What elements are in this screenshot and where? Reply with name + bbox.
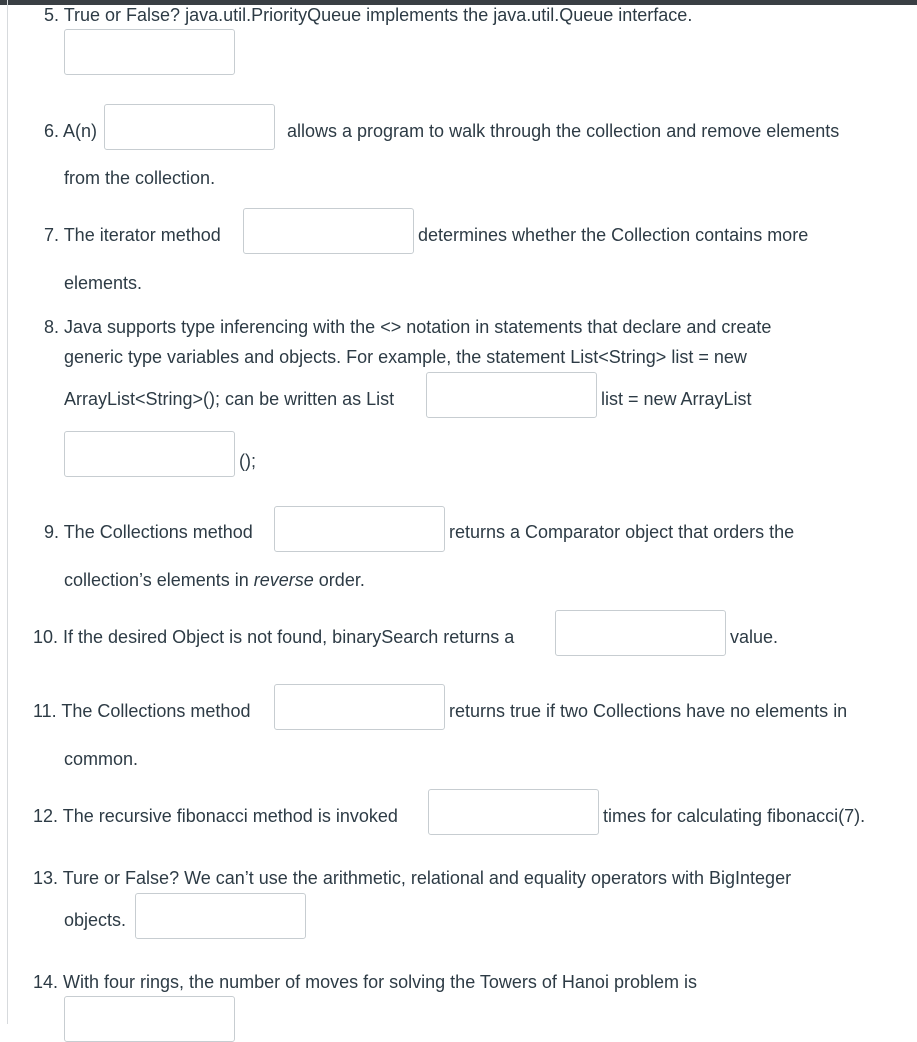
question-8-line1: 8. Java supports type inferencing with the <> notation in statements that declare and create	[44, 317, 772, 337]
left-border	[7, 0, 8, 1024]
question-8-line2: generic type variables and objects. For example, the statement List<String> list = new	[64, 347, 747, 367]
question-6-wrap: from the collection.	[64, 168, 216, 188]
question-10-continuation: value.	[730, 627, 779, 647]
answer-box-q5[interactable]	[64, 29, 235, 75]
question-11-wrap: common.	[64, 749, 139, 769]
question-8-tail: ();	[239, 451, 256, 471]
answer-box-q8-diamond[interactable]	[64, 431, 235, 477]
question-8-continuation: list = new ArrayList	[601, 389, 752, 409]
question-9-wrap	[64, 569, 365, 591]
question-12-text: 12. The recursive fibonacci method is invoked	[33, 806, 398, 826]
question-6-text: 6. A(n)	[44, 121, 98, 141]
answer-box-q12[interactable]	[428, 789, 599, 835]
answer-box-q14[interactable]	[64, 996, 235, 1042]
question-6-continuation: allows a program to walk through the collection and remove elements	[287, 121, 840, 141]
question-5-text: 5. True or False? java.util.PriorityQueue implements the java.util.Queue interface.	[44, 5, 693, 25]
answer-box-q11[interactable]	[274, 684, 445, 730]
question-9-continuation: returns a Comparator object that orders the	[449, 522, 795, 542]
question-11-continuation: returns true if two Collections have no elements in	[449, 701, 848, 721]
question-13-line1: 13. Ture or False? We can’t use the arithmetic, relational and equality operators with BigInteger	[33, 868, 792, 888]
emphasis-reverse: reverse	[253, 570, 314, 590]
question-12-continuation: times for calculating fibonacci(7).	[603, 806, 866, 826]
question-14-text: 14. With four rings, the number of moves for solving the Towers of Hanoi problem is	[33, 972, 697, 992]
question-11-text: 11. The Collections method	[33, 701, 251, 721]
answer-box-q13[interactable]	[135, 893, 306, 939]
answer-box-q8-type[interactable]	[426, 372, 597, 418]
question-9-wrap-end: order.	[313, 570, 365, 590]
question-13-line2: objects.	[64, 910, 127, 930]
question-8-line3: ArrayList<String>(); can be written as List	[64, 389, 395, 409]
answer-box-q7[interactable]	[243, 208, 414, 254]
question-7-continuation: determines whether the Collection contains more	[418, 225, 809, 245]
answer-box-q6[interactable]	[104, 104, 275, 150]
question-7-text: 7. The iterator method	[44, 225, 221, 245]
answer-box-q10[interactable]	[555, 610, 726, 656]
question-9-text: 9. The Collections method	[44, 522, 253, 542]
question-10-text: 10. If the desired Object is not found, binarySearch returns a	[33, 627, 515, 647]
question-9-wrap-start: collection’s elements in	[64, 570, 254, 590]
question-7-wrap: elements.	[64, 273, 143, 293]
answer-box-q9[interactable]	[274, 506, 445, 552]
